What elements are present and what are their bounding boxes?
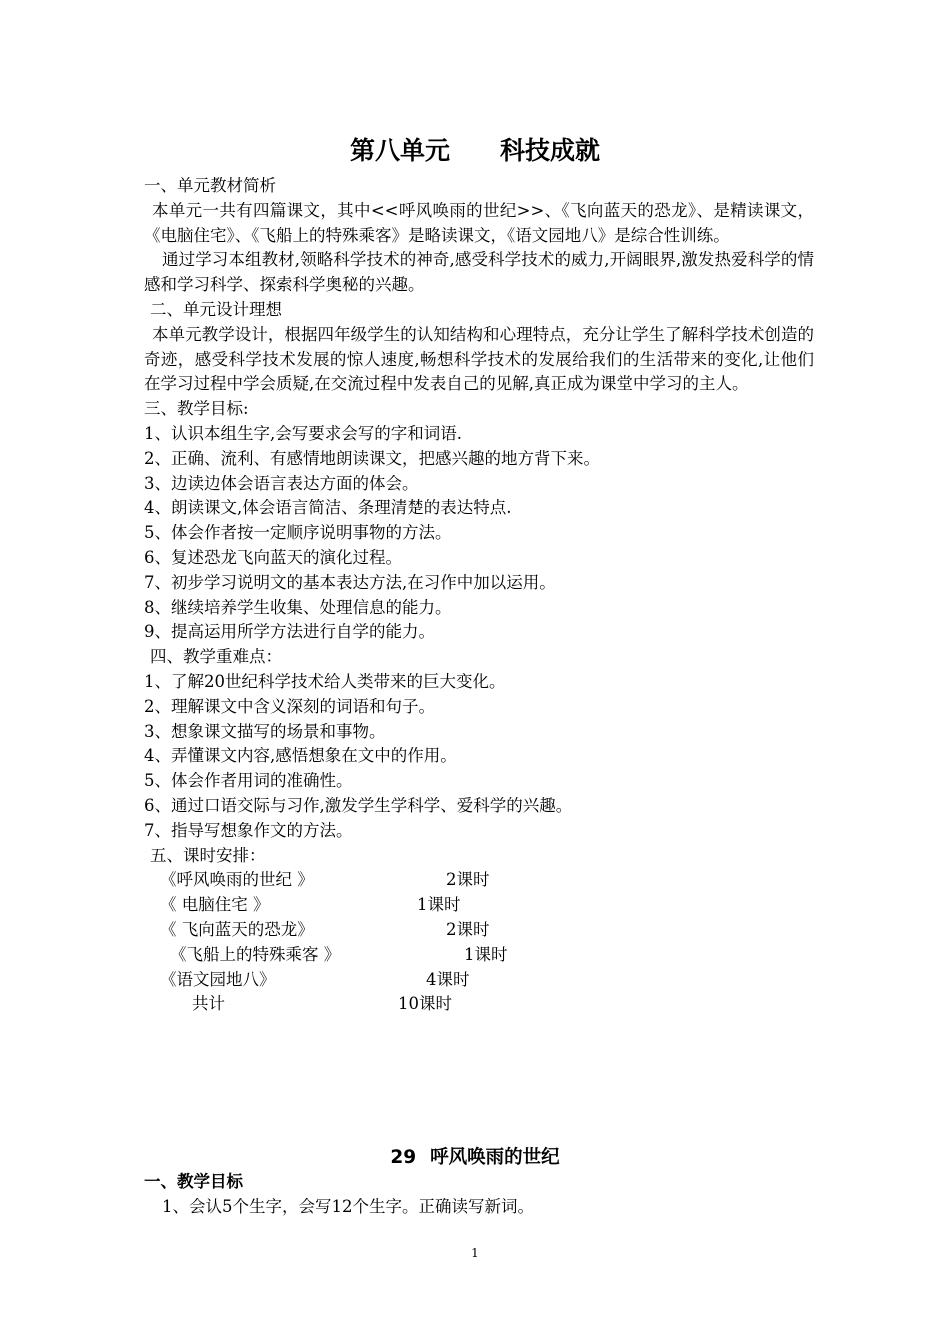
schedule-total-hours: 10课时 bbox=[398, 994, 452, 1014]
goal-item: 7、初步学习说明文的基本表达方法,在习作中加以运用。 bbox=[144, 572, 556, 592]
schedule-hours: 2课时 bbox=[446, 919, 490, 939]
document-body bbox=[144, 174, 814, 1017]
goal-item: 4、朗读课文,体会语言简洁、条理清楚的表达特点. bbox=[144, 498, 512, 518]
section5-heading: 五、课时安排： bbox=[150, 845, 266, 865]
lesson-goal-item: 1、会认5个生字，会写12个生字。正确读写新词。 bbox=[162, 1197, 534, 1216]
section2-para: 本单元教学设计，根据四年级学生的认知结构和心理特点，充分让学生了解科学技术创造的奇迹，感受科学技术发展的惊人速度,畅想科学技术的发展给我们的生活带来的变化,让他们在学习过程中学会质疑,在交流过程中发表自己的见解,真正成为课堂中学习的主人。 bbox=[144, 324, 814, 394]
goal-item: 8、继续培养学生收集、处理信息的能力。 bbox=[144, 597, 452, 617]
page-number: 1 bbox=[471, 1246, 479, 1260]
section1-heading: 一、单元教材简析 bbox=[144, 176, 276, 195]
key-point-item: 4、弄懂课文内容,感悟想象在文中的作用。 bbox=[144, 746, 457, 766]
schedule-row bbox=[144, 893, 814, 918]
schedule-lesson: 《 飞向蓝天的恐龙》 bbox=[160, 919, 314, 939]
goal-item: 9、提高运用所学方法进行自学的能力。 bbox=[144, 622, 435, 642]
schedule-hours: 1课时 bbox=[464, 944, 508, 964]
key-point-item: 3、想象课文描写的场景和事物。 bbox=[144, 721, 386, 741]
unit-title bbox=[0, 133, 950, 169]
schedule-row bbox=[144, 968, 814, 993]
schedule-total-label: 共计 bbox=[192, 994, 225, 1014]
goal-item: 5、体会作者按一定顺序说明事物的方法。 bbox=[144, 523, 452, 543]
goal-item: 3、边读边体会语言表达方面的体会。 bbox=[144, 473, 419, 493]
key-point-item: 5、体会作者用词的准确性。 bbox=[144, 771, 353, 791]
schedule-hours: 1课时 bbox=[417, 895, 461, 915]
section3-heading: 三、教学目标: bbox=[144, 399, 249, 419]
lesson-title bbox=[0, 1144, 950, 1172]
unit-title-part2: 科技成就 bbox=[500, 136, 601, 165]
schedule-lesson: 《呼风唤雨的世纪 》 bbox=[160, 870, 314, 890]
schedule-lesson: 《语文园地八》 bbox=[160, 969, 276, 989]
schedule-row bbox=[144, 992, 814, 1017]
schedule-row bbox=[144, 943, 814, 968]
goal-item: 1、认识本组生字,会写要求会写的字和词语. bbox=[144, 423, 462, 443]
schedule-lesson: 《飞船上的特殊乘客 》 bbox=[170, 944, 341, 964]
section1-para1: 本单元一共有四篇课文，其中<<呼风唤雨的世纪>>、《飞向蓝天的恐龙》、是精读课文，《电脑住宅》、《飞船上的特殊乘客》是略读课文，《语文园地八》是综合性训练。 bbox=[144, 200, 814, 245]
schedule-row bbox=[144, 918, 814, 943]
section4-heading: 四、教学重难点： bbox=[150, 647, 282, 667]
goal-item: 2、正确、流利、有感情地朗读课文，把感兴趣的地方背下来。 bbox=[144, 448, 600, 468]
lesson-name: 呼风唤雨的世纪 bbox=[430, 1147, 560, 1168]
key-point-item: 2、理解课文中含义深刻的词语和句子。 bbox=[144, 696, 435, 716]
section2-heading: 二、单元设计理想 bbox=[150, 299, 282, 319]
key-point-item: 6、通过口语交际与习作,激发学生学科学、爱科学的兴趣。 bbox=[144, 795, 573, 815]
section1-para2: 通过学习本组教材,领略科学技术的神奇,感受科学技术的威力,开阔眼界,激发热爱科学的情感和学习科学、探索科学奥秘的兴趣。 bbox=[144, 250, 814, 295]
schedule-lesson: 《 电脑住宅 》 bbox=[160, 895, 270, 915]
unit-title-part1: 第八单元 bbox=[349, 136, 450, 165]
key-point-item: 7、指导写想象作文的方法。 bbox=[144, 820, 353, 840]
schedule-row bbox=[144, 868, 814, 893]
lesson-number: 29 bbox=[390, 1147, 417, 1168]
goal-item: 6、复述恐龙飞向蓝天的演化过程。 bbox=[144, 547, 402, 567]
lesson-section-heading: 一、教学目标 bbox=[144, 1172, 243, 1191]
key-point-item: 1、了解20世纪科学技术给人类带来的巨大变化。 bbox=[144, 671, 506, 691]
schedule-hours: 4课时 bbox=[426, 969, 470, 989]
schedule-hours: 2课时 bbox=[446, 870, 490, 890]
